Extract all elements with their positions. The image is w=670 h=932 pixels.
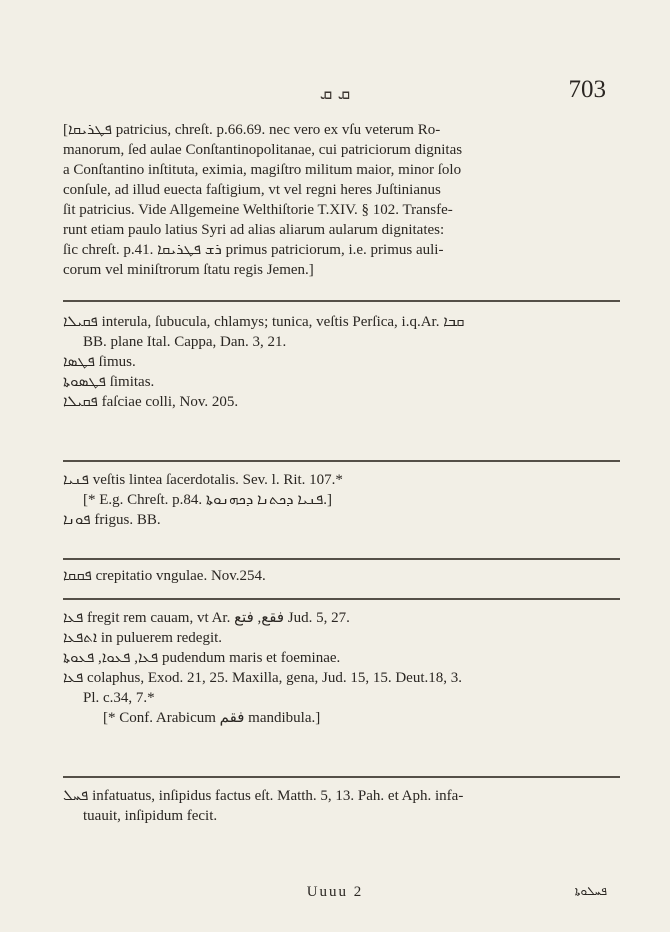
section-divider	[63, 598, 620, 600]
signature-mark: Uuuu 2	[306, 884, 364, 900]
text-line: ܦܩܝܠܐ interula, ſubucula, chlamys; tunica, veſtis Perſica, i.q.Ar. ܩܒܐ	[63, 314, 465, 330]
text-line: [* Conf. Arabicum ﻓﻘﻢ mandibula.]	[103, 710, 321, 726]
entry-crepitatio	[63, 566, 621, 586]
text-line: ܦܥܐ fregit rem cauam, vt Ar. ﻓﻘﻊ, ﻓﺘﻊ Jud. 5, 27.	[63, 610, 350, 626]
entry-vestis-lintea	[63, 470, 621, 530]
text-line: conſule, ad illud euecta faſtigium, vt vel regni heres Juſtinianus	[63, 182, 441, 198]
text-line: runt etiam paulo latius Syri ad alias aliarum aularum dignitates:	[63, 222, 445, 238]
text-line: ܐܬܦܥܐ in puluerem redegit.	[63, 630, 223, 646]
text-line: ܦܥܐ colaphus, Exod. 21, 25. Maxilla, gena, Jud. 15, 15. Deut.18, 3.	[63, 670, 462, 686]
section-divider	[63, 300, 620, 302]
text-line: ſic chreſt. p.41. ܪܫ ܦܛܪܝܩܐ primus patriciorum, i.e. primus auli-	[63, 242, 444, 258]
entry-infatuatus	[63, 786, 621, 826]
text-line: ſit patricius. Vide Allgemeine Welthiſtorie T.XIV. § 102. Transfe-	[63, 202, 453, 218]
section-divider	[63, 558, 620, 560]
text-line: ܦܩܝܠܐ faſciae colli, Nov. 205.	[63, 394, 239, 410]
text-line: BB. plane Ital. Cappa, Dan. 3, 21.	[83, 334, 287, 350]
text-line: ܦܘܢܐ frigus. BB.	[63, 512, 161, 528]
text-line: ܦܥܐ, ܦܥܘܐ, ܦܥܘܬܐ pudendum maris et foeminae.	[63, 650, 341, 666]
text-line: manorum, ſed aulae Conſtantinopolitanae, cui patriciorum dignitas	[63, 142, 463, 158]
entry-fregit	[63, 608, 621, 728]
text-line: Pl. c.34, 7.*	[83, 690, 155, 706]
running-header: ܩ ܩ	[319, 84, 351, 104]
text-line: corum vel miniſtrorum ſtatu regis Jemen.]	[63, 262, 314, 278]
text-line: [* E.g. Chreſt. p.84. ܦܢܝܐ ܕܟܬܢܐ ܕܟܗܢܘܬܐ.]	[83, 492, 333, 508]
text-line: tuauit, inſipidum fecit.	[83, 808, 218, 824]
entry-interula	[63, 312, 621, 412]
text-line: ܦܛܣܐ ſimus.	[63, 354, 136, 370]
catchword: ܦܚܠܘܬܐ	[574, 884, 607, 898]
page-number: 703	[568, 76, 606, 103]
entry-patricius	[63, 120, 621, 280]
text-line: ܦܢܝܐ veſtis lintea ſacerdotalis. Sev. l. Rit. 107.*	[63, 472, 343, 488]
text-line: ܦܩܩܐ crepitatio vngulae. Nov.254.	[63, 568, 266, 584]
text-line: a Conſtantino inſtituta, eximia, magiſtro militum maior, minor ſolo	[63, 162, 462, 178]
section-divider	[63, 460, 620, 462]
text-line: ܦܚܠ infatuatus, inſipidus factus eſt. Matth. 5, 13. Pah. et Aph. infa-	[63, 788, 464, 804]
text-line: ܦܛܣܘܬܐ ſimitas.	[63, 374, 155, 390]
section-divider	[63, 776, 620, 778]
text-line: [ܦܛܪܝܩܐ patricius, chreſt. p.66.69. nec vero ex vſu veterum Ro-	[63, 122, 441, 138]
